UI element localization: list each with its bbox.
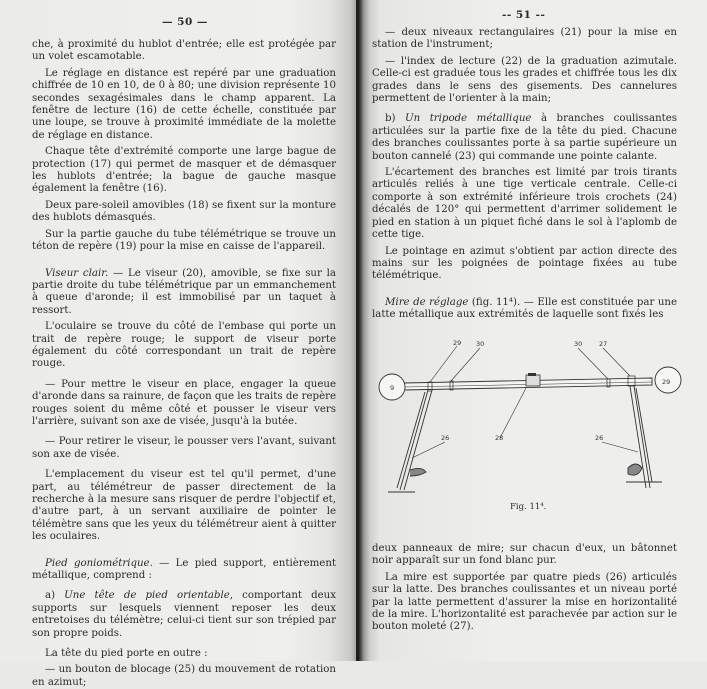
paragraph-viseur-clair: Viseur clair. — Le viseur (20), amovible, se fixe sur la partie droite du tube télémétrique par un emmanchement à queue d'aronde; il est immobilisé par un taquet à ressort.: [32, 267, 336, 316]
paragraph: deux panneaux de mire; sur chacun d'eux, un bâtonnet noir apparaît sur un fond blanc pur.: [372, 543, 677, 567]
figure-label: 26: [441, 434, 450, 442]
paragraph: — l'index de lecture (22) de la graduation azimutale. Celle-ci est graduée tous les grades et chiffrée tous les dix grades dans le sens des gisements. Des cannelures permettent de l'orienter à la main;: [372, 55, 677, 105]
level-block: [526, 375, 540, 386]
book-gutter: [356, 0, 359, 661]
paragraph: L'oculaire se trouve du côté de l'embase qui porte un trait de repère rouge; le support de viseur porte également du côté correspondant un trait de repère rouge.: [32, 321, 336, 370]
paragraph: che, à proximité du hublot d'entrée; elle est protégée par un volet escamotable.: [32, 39, 336, 63]
left-panel-text: 9: [390, 384, 395, 392]
paragraph: — un bouton de blocage (25) du mouvement de rotation en azimut;: [32, 664, 336, 688]
right-page-body-top: [372, 27, 677, 322]
paragraph-pied-goniometrique: Pied goniométrique. — Le pied support, entièrement métallique, comprend :: [32, 557, 336, 582]
figure-mire-de-reglage: [370, 330, 707, 520]
right-page-body-bottom: [372, 543, 677, 634]
section-heading: Mire de réglage: [385, 296, 469, 308]
figure-label: 30: [574, 340, 583, 348]
paragraph: Chaque tête d'extrémité comporte une large bague de protection (17) qui permet de masquer et de démasquer les hublots d'entrée; la bague de gauche masque également la fenêtre (16).: [32, 146, 336, 195]
paragraph-tripode: b) Un tripode métallique à branches coulissantes articulées sur la partie fixe de la tête du pied. Chacune des branches coulissantes porte à sa partie supérieure un bouton cannelé (23) qui commande une pointe calante.: [372, 113, 678, 162]
page-number-left: — 50 —: [162, 16, 208, 28]
page-number-right: -- 51 --: [502, 9, 546, 21]
right-panel-text: 29: [662, 378, 671, 386]
paragraph: Le pointage en azimut s'obtient par action directe des mains sur les poignées de pointage fixées au tube télémétrique.: [372, 245, 677, 282]
paragraph: Sur la partie gauche du tube télémétrique se trouve un téton de repère (19) pour la mise en caisse de l'appareil.: [32, 228, 336, 253]
paragraph-mire-de-reglage: Mire de réglage (fig. 11⁴). — Elle est constituée par une latte métallique aux extrémités de laquelle sont fixés les: [372, 296, 678, 321]
section-heading: Viseur clair.: [45, 267, 109, 279]
figure-label: 30: [476, 340, 485, 348]
paragraph: Deux pare-soleil amovibles (18) se fixent sur la monture des hublots démasqués.: [32, 199, 336, 224]
figure-label: 27: [599, 340, 608, 348]
paragraph: — Pour retirer le viseur, le pousser vers l'avant, suivant son axe de visée.: [32, 436, 336, 460]
left-leg: [388, 390, 432, 492]
paragraph: L'écartement des branches est limité par trois tirants articulés reliés à une tige verticale centrale. Celle-ci comporte à son extrémité inférieure trois crochets (24) décalés de 120° qui permettent d'arrimer solidement le pied en station à un piquet fiché dans le sol à l'aplomb de cette tige.: [372, 167, 677, 241]
figure-caption: Fig. 11⁴.: [510, 502, 547, 512]
right-leg: [626, 386, 662, 488]
paragraph: — deux niveaux rectangulaires (21) pour la mise en station de l'instrument;: [372, 27, 677, 51]
paragraph: L'emplacement du viseur est tel qu'il permet, d'une part, au télémétreur de passer directement de la recherche à la mesure sans risquer de perdre l'objectif et, d'autre part, à un servant auxiliaire de pointer le télémètre sans que les yeux du télémétreur aient à quitter les oculaires.: [32, 469, 336, 543]
paragraph: La tête du pied porte en outre :: [45, 648, 208, 660]
paragraph: La mire est supportée par quatre pieds (26) articulés sur la latte. Des branches coulissantes et un niveau porté par la latte permettent d'assurer la mise en horizontalité de la mire. L'horizontalité est parachevée par action sur le bouton moleté (27).: [372, 571, 677, 633]
section-heading: Une tête de pied orientable: [64, 590, 230, 602]
mire-illustration: [370, 330, 707, 520]
figure-label: 28: [495, 434, 504, 442]
left-page-body: [32, 39, 336, 689]
section-heading: Un tripode métallique: [405, 113, 532, 125]
paragraph: — Pour mettre le viseur en place, engager la queue d'aronde dans sa rainure, de façon que les traits de repère rouges soient du même côté et pousser le viseur vers l'arrière, suivant son axe de visée, jusqu'à la butée.: [32, 378, 336, 427]
paragraph-tete-de-pied: a) Une tête de pied orientable, comportant deux supports sur lesquels viennent reposer les deux entretoises du télémètre; celui-ci tient sur son trépied par son propre poids.: [32, 590, 336, 639]
paragraph: Le réglage en distance est repéré par une graduation chiffrée de 10 en 10, de 0 à 80; une division représente 10 secondes sexagésimales dans le champ apparent. La fenêtre de lecture (16) de cette échelle, constituée par une loupe, se trouve à proximité immédiate de la molette de réglage en distance.: [32, 67, 336, 141]
figure-label: 29: [453, 339, 462, 347]
section-heading: Pied goniométrique.: [45, 557, 153, 569]
figure-label: 26: [595, 434, 604, 442]
